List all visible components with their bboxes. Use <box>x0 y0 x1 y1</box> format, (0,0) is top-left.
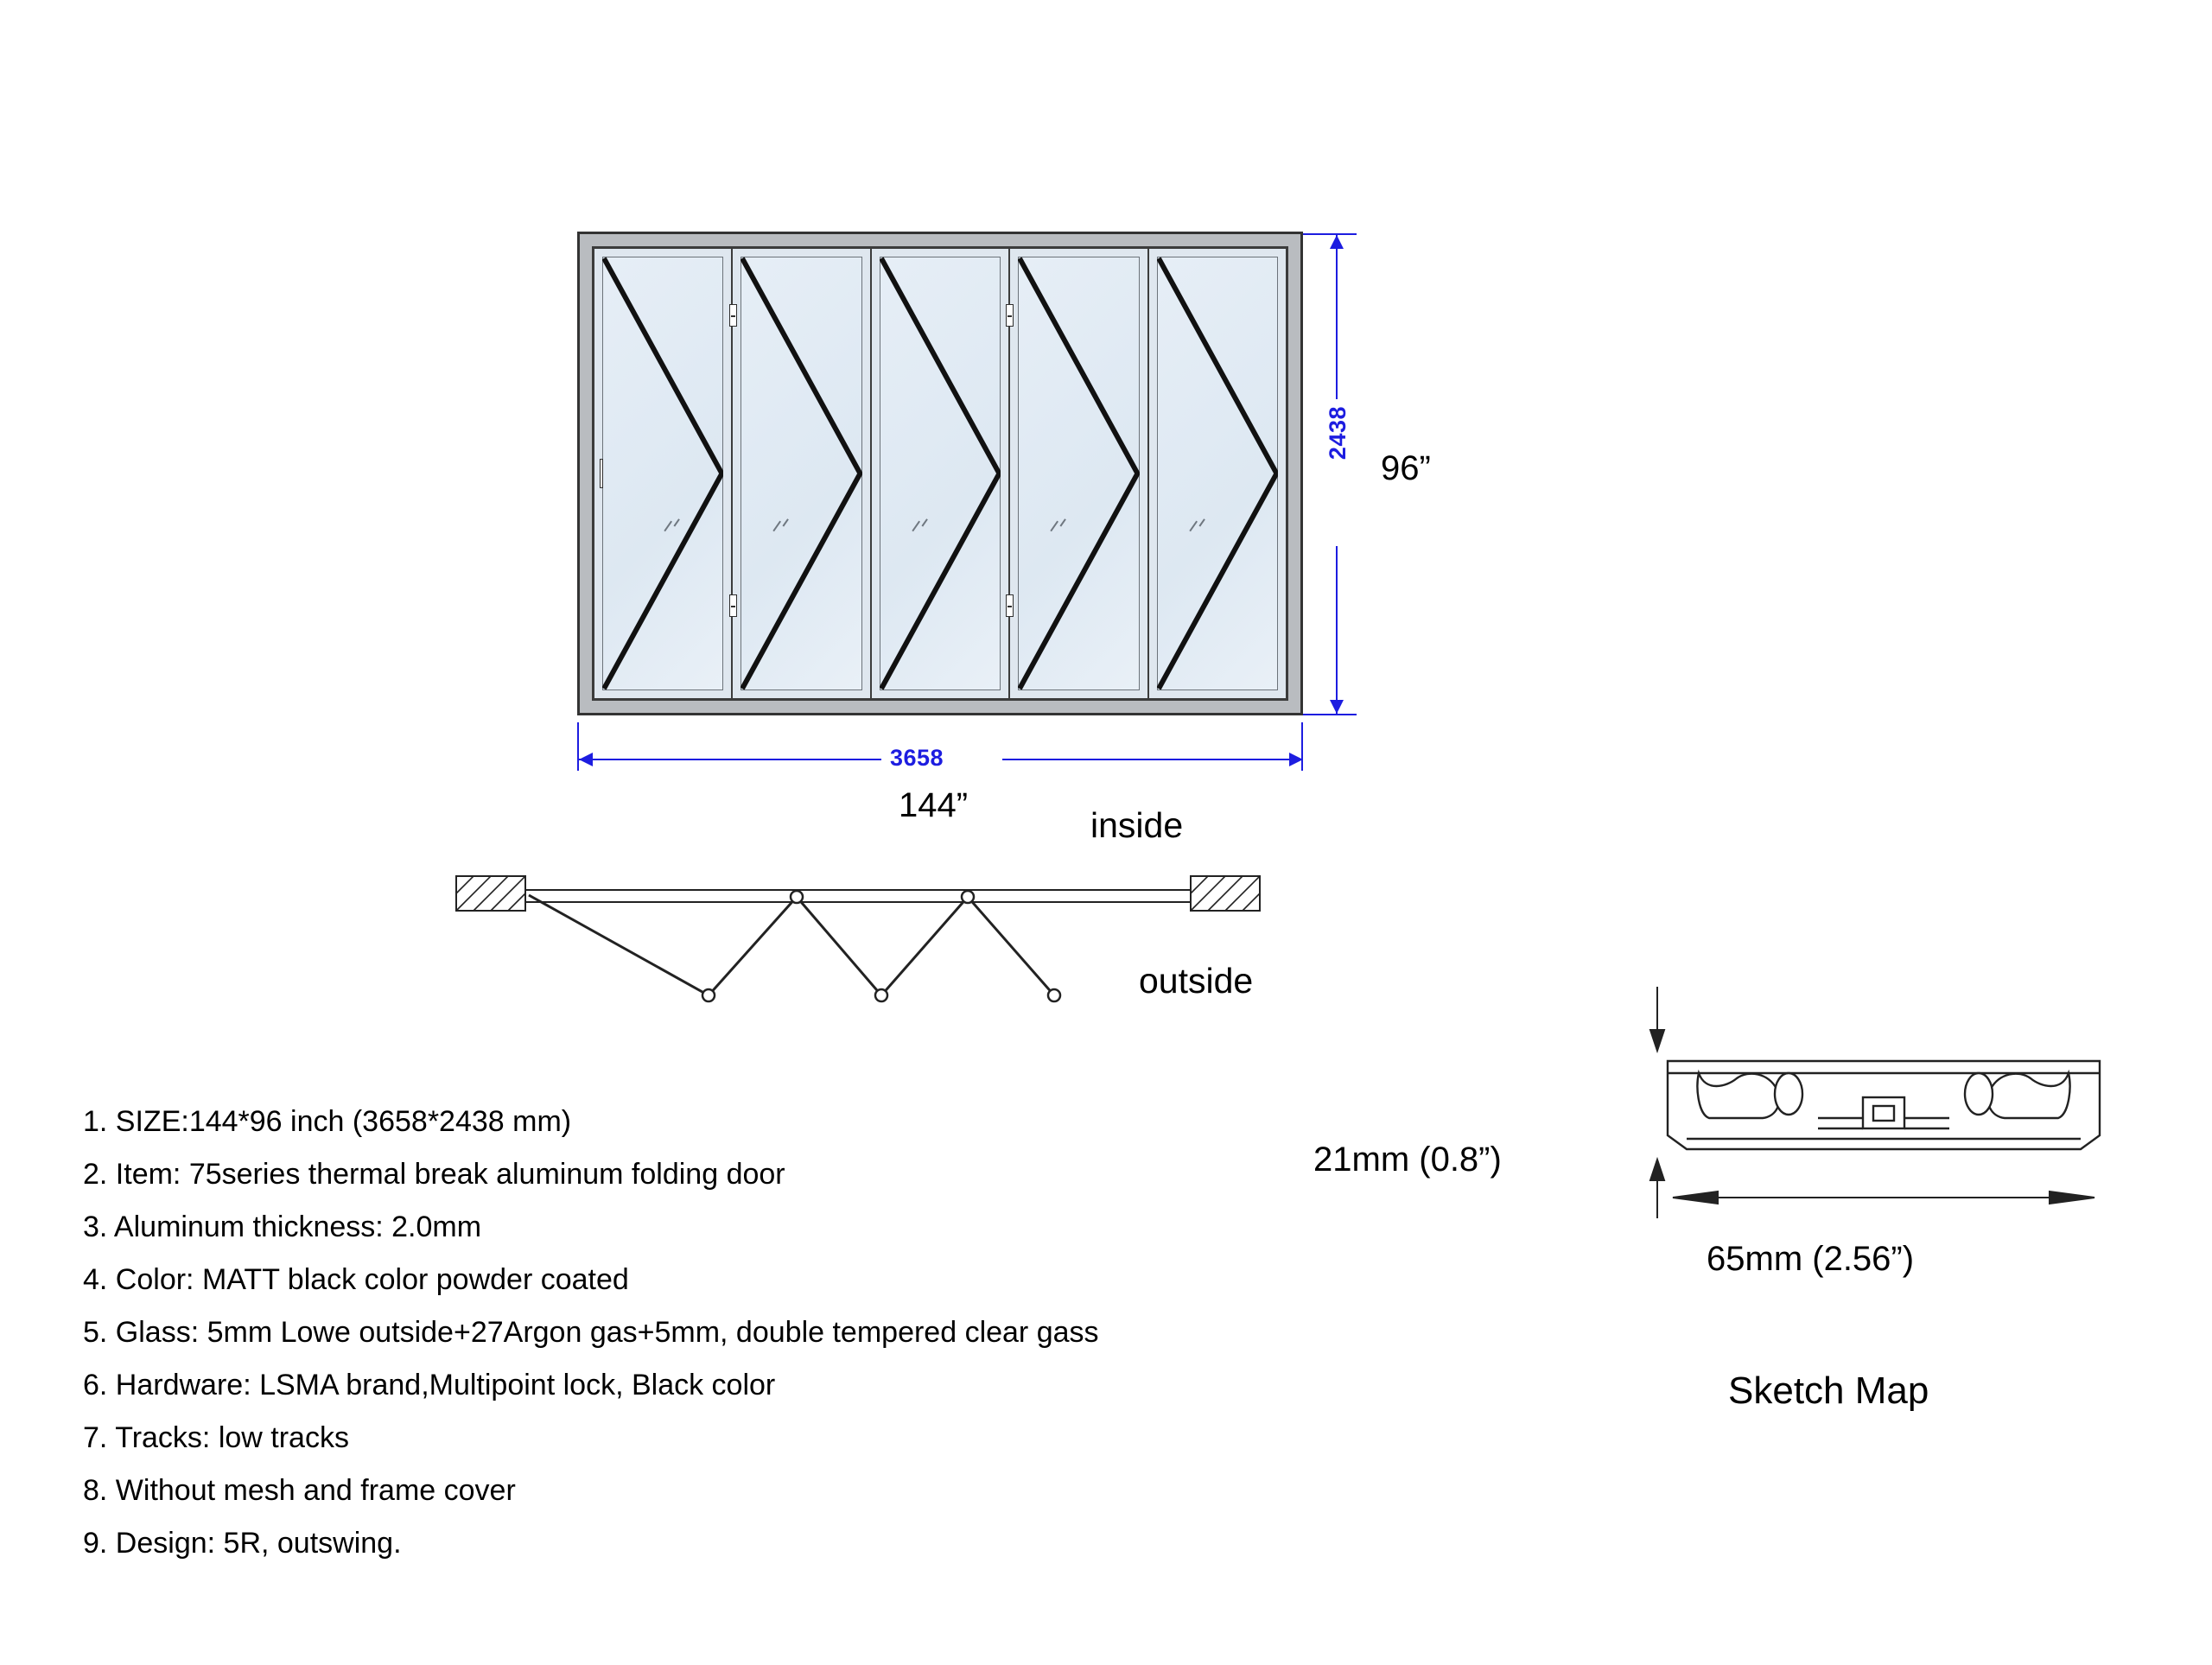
spec-item-8: 8. Without mesh and frame cover <box>83 1474 516 1507</box>
pivot-points <box>702 891 1060 1001</box>
swing-direction-3 <box>880 257 1001 690</box>
profile-height-label: 21mm (0.8”) <box>1313 1141 1502 1179</box>
door-panel-1[interactable] <box>593 247 733 700</box>
spec-item-5: 5. Glass: 5mm Lowe outside+27Argon gas+5mm, double tempered clear gass <box>83 1316 1099 1349</box>
track-profile-section <box>1668 1061 2100 1149</box>
profile-width-label: 65mm (2.56”) <box>1707 1240 1915 1278</box>
specification-list <box>83 1096 1431 1570</box>
swing-direction-5 <box>1157 257 1278 690</box>
hinge-mark <box>1006 304 1014 327</box>
door-handle[interactable] <box>600 459 603 488</box>
height-mm-label: 2438 <box>1325 406 1351 461</box>
dim-line-lower <box>1336 546 1338 714</box>
dim-arrow-up <box>1330 235 1344 249</box>
dim-arrow-left <box>579 753 593 766</box>
glass-sparkle-icon <box>1048 520 1077 537</box>
track-line <box>525 890 1191 902</box>
hinge-mark <box>729 594 737 617</box>
sketch-map-view <box>1616 976 2152 1495</box>
glass-sparkle-icon <box>1187 520 1217 537</box>
glass-sparkle-icon <box>662 520 691 537</box>
wall-left <box>456 876 525 911</box>
width-mm-label: 3658 <box>890 745 944 771</box>
door-elevation-view <box>577 232 1303 715</box>
door-panel-4[interactable] <box>1008 247 1148 700</box>
swing-direction-1 <box>602 257 723 690</box>
glass-sparkle-icon <box>771 520 800 537</box>
dim-arrow-down <box>1330 700 1344 714</box>
spec-item-6: 6. Hardware: LSMA brand,Multipoint lock, Black color <box>83 1369 776 1401</box>
spec-item-9: 9. Design: 5R, outswing. <box>83 1527 402 1560</box>
dim-ext-bottom <box>1303 714 1357 715</box>
spec-item-4: 4. Color: MATT black color powder coated <box>83 1263 629 1296</box>
hinge-mark <box>729 304 737 327</box>
width-inch-label: 144” <box>899 786 969 824</box>
spec-item-7: 7. Tracks: low tracks <box>83 1421 349 1454</box>
spec-item-1: 1. SIZE:144*96 inch (3658*2438 mm) <box>83 1105 572 1138</box>
door-panels <box>593 247 1287 700</box>
spec-item-3: 3. Aluminum thickness: 2.0mm <box>83 1211 482 1243</box>
door-panel-2[interactable] <box>731 247 871 700</box>
dim-arrow-right <box>1289 753 1303 766</box>
outside-label: outside <box>1139 961 1254 1001</box>
dim-line-right <box>1002 759 1303 760</box>
sketch-map-title: Sketch Map <box>1728 1369 1929 1412</box>
hinge-mark <box>1006 594 1014 617</box>
glass-sparkle-icon <box>910 520 939 537</box>
profile-height-dimension <box>1650 987 1664 1218</box>
door-panel-3[interactable] <box>870 247 1010 700</box>
dim-line-upper <box>1336 235 1338 399</box>
folding-leaves <box>529 895 1054 995</box>
wall-right <box>1191 876 1260 911</box>
spec-item-2: 2. Item: 75series thermal break aluminum folding door <box>83 1158 785 1191</box>
swing-direction-2 <box>741 257 861 690</box>
inside-label: inside <box>1090 805 1184 845</box>
height-inch-label: 96” <box>1381 449 1431 487</box>
door-panel-5[interactable] <box>1147 247 1287 700</box>
profile-width-dimension <box>1673 1192 2094 1204</box>
dim-line-left <box>579 759 881 760</box>
swing-direction-4 <box>1018 257 1139 690</box>
